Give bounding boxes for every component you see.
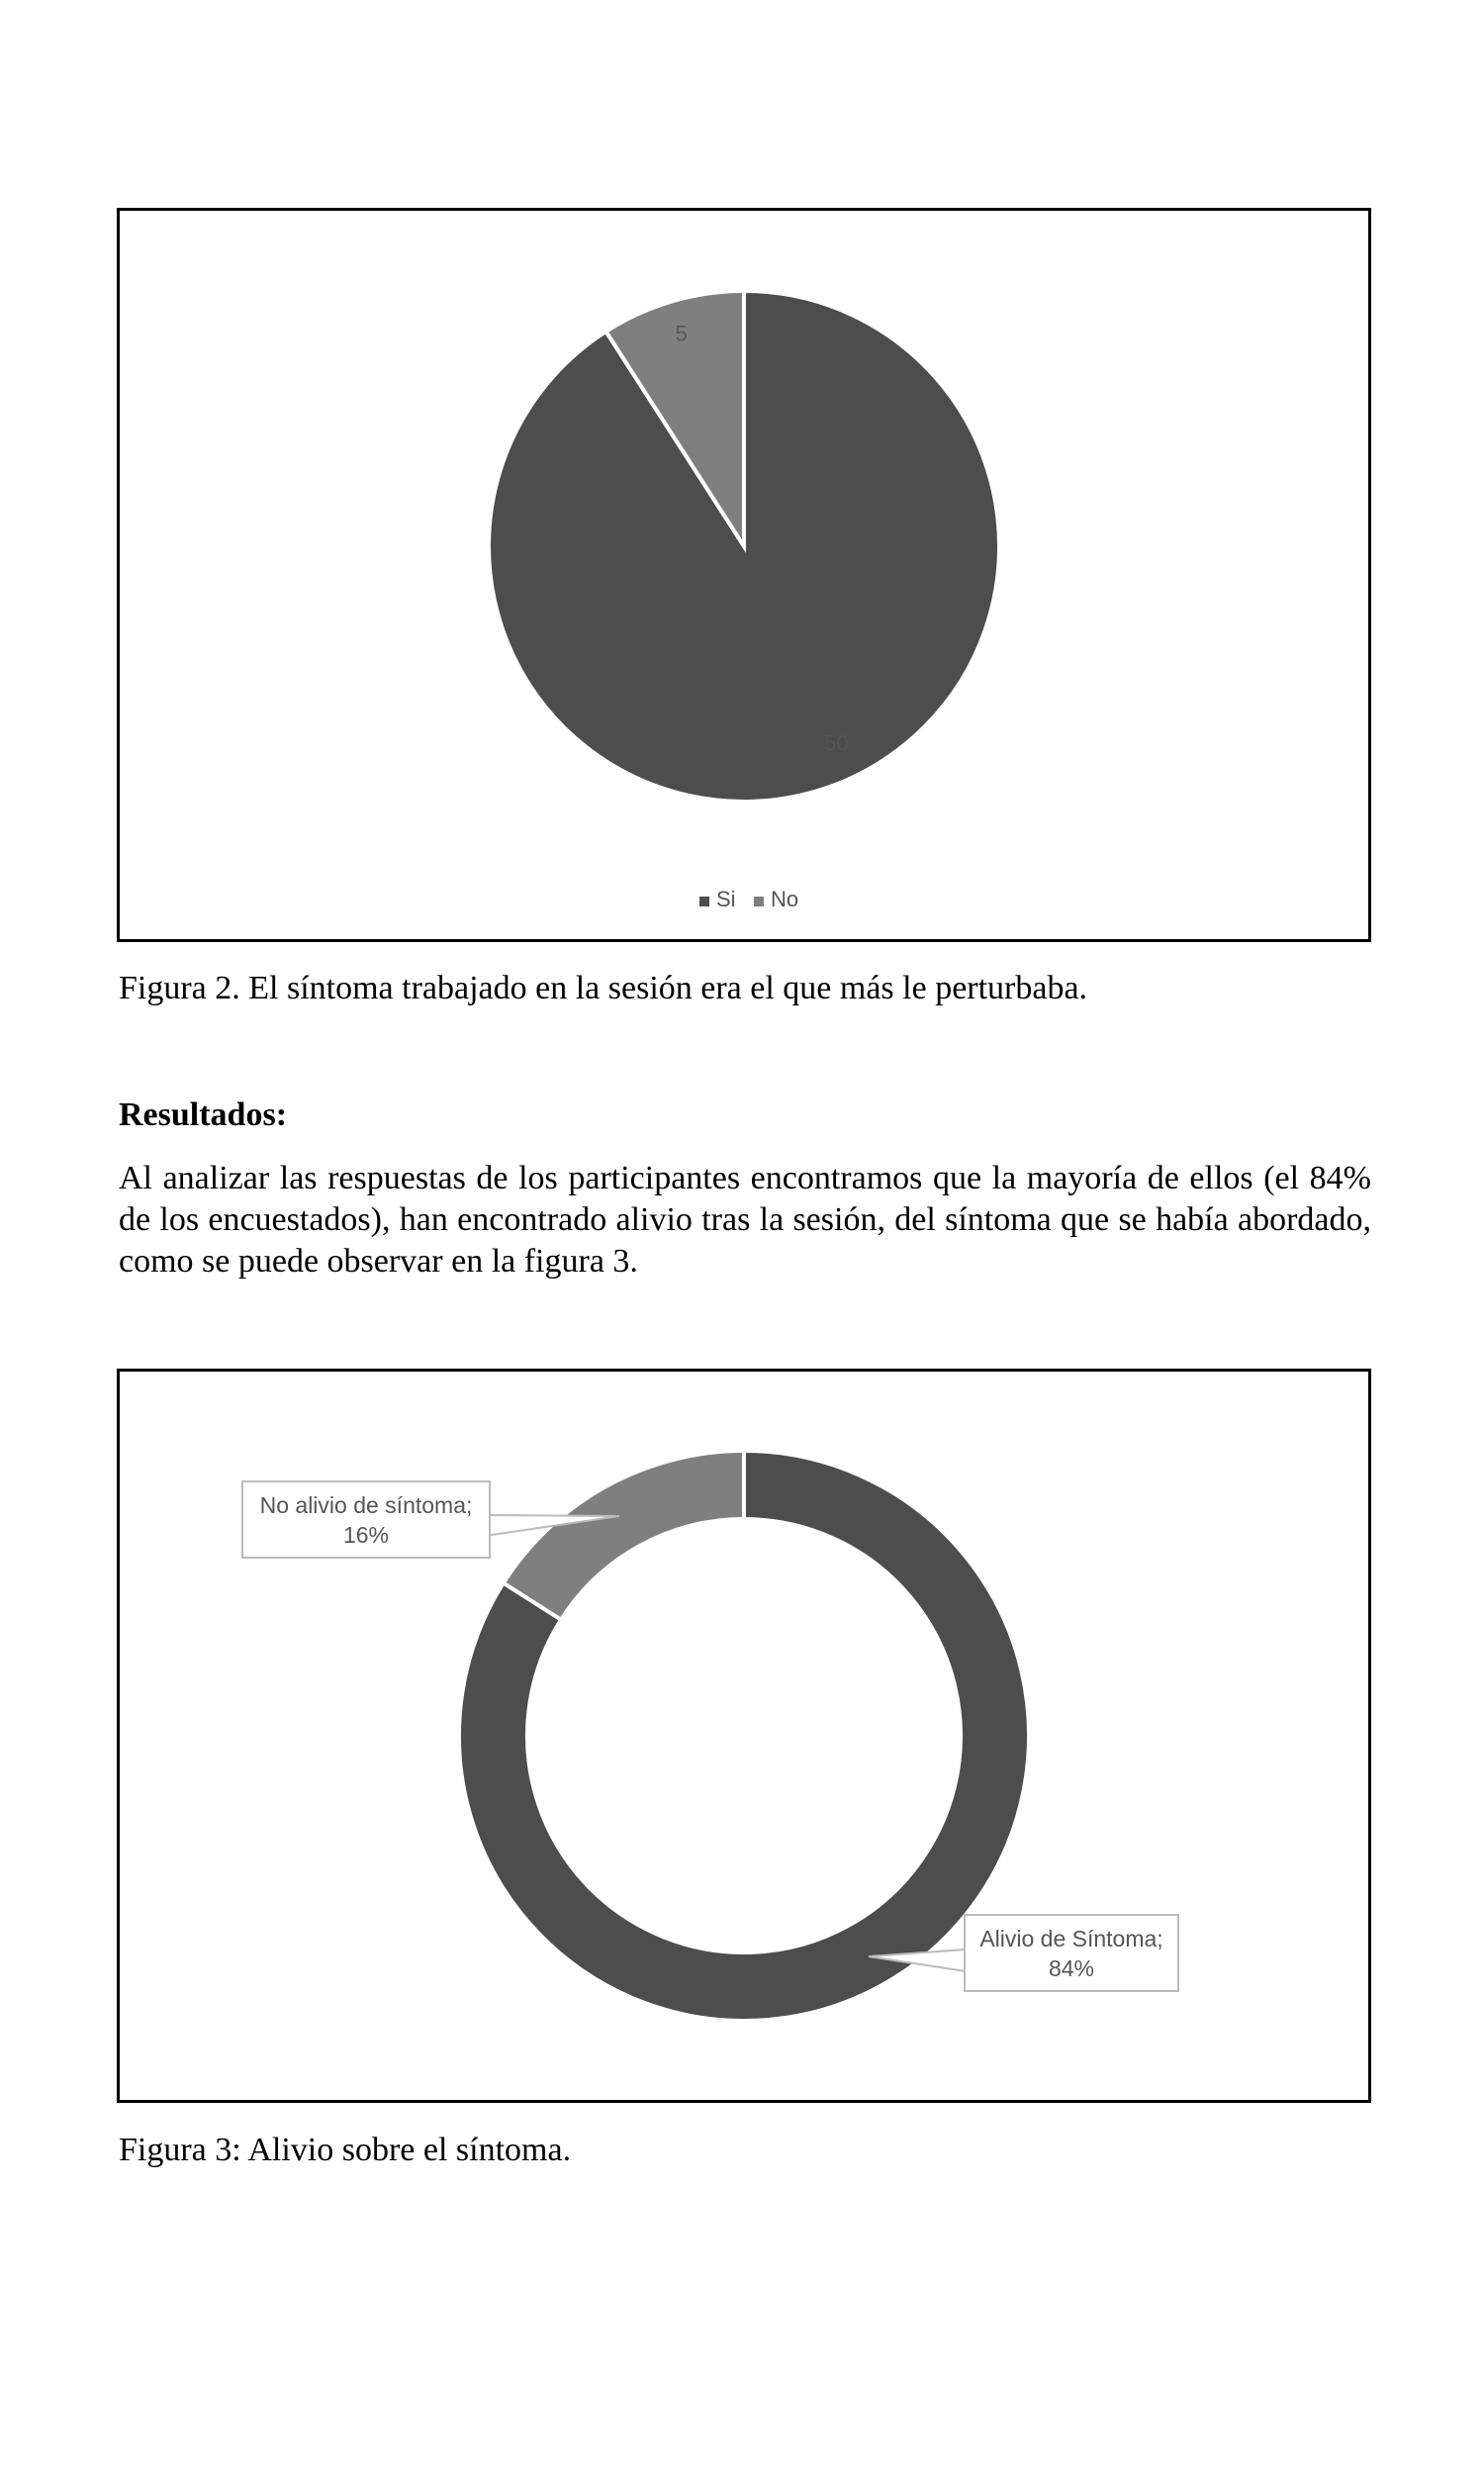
legend <box>699 887 798 911</box>
figure-3-caption: Figura 3: Alivio sobre el síntoma. <box>119 2132 572 2168</box>
callout-text-alivio-line1: Alivio de Síntoma; <box>979 1926 1163 1951</box>
callout-text-no-alivio-line2: 16% <box>342 1522 390 1548</box>
legend-label-si: Si <box>716 887 736 911</box>
pie-data-label-si: 50 <box>824 730 849 756</box>
figure-2-caption: Figura 2. El síntoma trabajado en la sesión era el que más le perturbaba. <box>119 970 1088 1006</box>
figure-3-chart <box>117 1369 1371 2103</box>
results-paragraph: Al analizar las respuestas de los participantes encontramos que la mayoría de ellos (el 84% de los encuestados), han encontrado alivio tras la sesión, del síntoma que se había abordado, como se puede observar en la figura 3. <box>119 1160 1371 1280</box>
callout-text-no-alivio-line1: No alivio de síntoma; <box>259 1492 473 1518</box>
results-heading: Resultados: <box>119 1096 288 1133</box>
legend-swatch-no <box>754 897 764 906</box>
pie-data-label-no: 5 <box>675 321 688 346</box>
callout-text-alivio-line2: 84% <box>1048 1955 1095 1981</box>
legend-label-no: No <box>771 887 799 911</box>
figure-2-pie-svg <box>120 211 1368 939</box>
figure-2-chart <box>117 208 1371 942</box>
figure-3-donut-svg <box>120 1372 1368 2100</box>
legend-swatch-si <box>699 897 709 906</box>
donut-slice-no-alivio <box>504 1451 744 1620</box>
